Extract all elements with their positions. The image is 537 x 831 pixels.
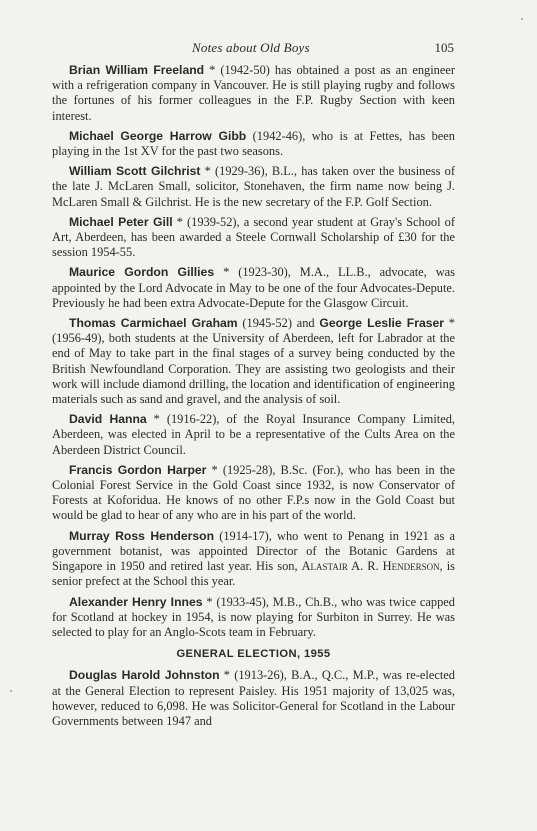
page-header xyxy=(52,40,454,56)
entry-name: Alexander Henry Innes xyxy=(69,594,203,609)
paper-speck xyxy=(521,18,523,20)
entry-johnston xyxy=(52,668,455,729)
entry-text-continued: , is senior prefect at the School this year. xyxy=(52,559,455,589)
entry-text: (1914-17), who went to Penang in 1921 as a government botanist, was appointed Director of the Botanic Gardens at Singapore in 1950 and retired last year. His son, xyxy=(52,528,456,574)
entry-name: Brian William Freeland xyxy=(69,63,205,77)
entry-smallcaps-name: Alastair A. R. Henderson xyxy=(301,559,440,574)
page-number: 105 xyxy=(434,40,454,55)
entry-harper xyxy=(52,463,455,524)
entry-name: Maurice Gordon Gillies xyxy=(69,265,215,280)
entry-text: * (1923-30), M.A., LL.B., advocate, was appointed by the Lord Advocate in May to be one of the four Advocates-Depute. Previously he had been extra Advocate-Depute for the Glasgow Circuit. xyxy=(52,265,455,310)
entry-text: * (1916-22), of the Royal Insurance Company Limited, Aberdeen, was elected in April to be a representative of the Cults Area on the Aberdeen District Council. xyxy=(52,412,455,457)
entry-name: Murray Ross Henderson xyxy=(69,528,215,543)
entry-hanna xyxy=(52,412,455,458)
entry-graham-fraser xyxy=(52,316,455,407)
entry-name: Francis Gordon Harper xyxy=(69,462,207,477)
entry-text: * (1933-45), M.B., Ch.B., who was twice capped for Scotland at hockey in 1954, is now playing for Surbiton in Surrey. He was selected to play for an Anglo-Scots team in February. xyxy=(52,594,455,639)
entry-name: Douglas Harold Johnston xyxy=(69,668,220,683)
entry-text: * (1913-26), B.A., Q.C., M.P., was re-elected at the General Election to represent Paisley. His 1951 majority of 13,025 was, however, reduced to 6,098. He was Solicitor-General for Scotland in the Labour Governments between 1947 and xyxy=(52,668,455,728)
paper-speck xyxy=(10,690,12,692)
entry-freeland xyxy=(52,63,455,124)
running-title: Notes about Old Boys xyxy=(192,40,310,55)
section-heading: GENERAL ELECTION, 1955 xyxy=(176,648,331,661)
entry-innes xyxy=(52,595,455,641)
entry-text-continued: * (1956-49), both students at the University of Aberdeen, left for Labrador at the end of May to take part in the final stages of a survey being conducted by the British Newfoundland Corporation. They are assisting two geologists and their work will include diamond drilling, the location and identification of engineering materials such as sand and gravel, and the analysis of soil. xyxy=(52,316,456,407)
entry-gilchrist xyxy=(52,164,455,210)
entry-name: David Hanna xyxy=(69,412,147,427)
entry-text: * (1939-52), a second year student at Gray's School of Art, Aberdeen, has been awarded a Steele Cornwall Scholarship of £30 for the session 1954-55. xyxy=(52,214,455,260)
entry-text: * (1925-28), B.Sc. (For.), who has been in the Colonial Forest Service in the Gold Coast since 1932, is now Conservator of Forests at Koforidua. He knows of no other F.P.s now in the Gold Coast but would be glad to hear of any who are in his part of the world. xyxy=(52,462,455,523)
entry-name: Michael George Harrow Gibb xyxy=(69,128,247,143)
entry-name-second: George Leslie Fraser xyxy=(319,316,445,331)
entry-text: * (1929-36), B.L., has taken over the business of the late J. McLaren Small, solicitor, Stonehaven, the firm name now being J. McLaren Small & Gilchrist. He is the new secretary of the F.P. Golf Section. xyxy=(52,164,455,209)
entry-name: Thomas Carmichael Graham xyxy=(69,316,238,331)
entry-text: * (1942-50) has obtained a post as an engineer with a refrigeration company in Vancouver. He is still playing rugby and follows the fortunes of his former colleagues in the F.P. Rugby Section with keen interest. xyxy=(52,63,456,123)
entry-name: William Scott Gilchrist xyxy=(69,164,201,179)
entry-name: Michael Peter Gill xyxy=(69,214,173,229)
entry-henderson xyxy=(52,529,455,590)
entry-gillies xyxy=(52,265,455,311)
entry-gill xyxy=(52,215,455,261)
entry-gibb xyxy=(52,129,455,159)
entry-text: (1942-46), who is at Fettes, has been playing in the 1st XV for the past two seasons. xyxy=(52,128,455,159)
entry-text: (1945-52) and xyxy=(237,316,320,331)
page-body xyxy=(52,63,455,734)
